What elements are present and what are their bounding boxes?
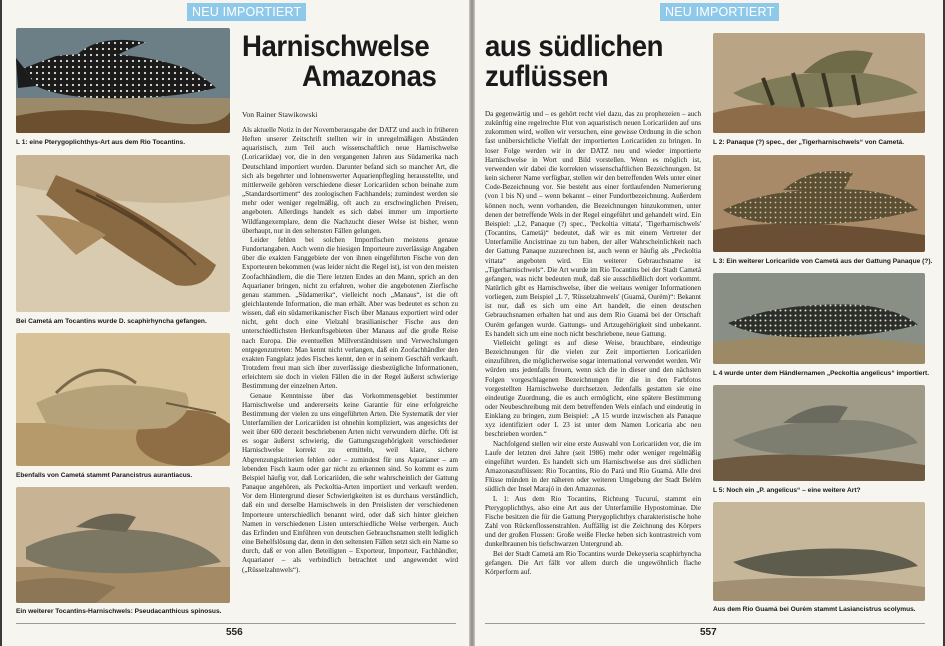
caption-l5: L 5: Noch ein „P. angelicus“ – eine weitere Art?	[713, 487, 861, 494]
caption-dekeyseria: Bei Cametá am Tocantins wurde D. scaphirhyncha gefangen.	[16, 318, 207, 325]
footer-rule-right	[485, 623, 925, 624]
caption-parancistrus: Ebenfalls von Cametá stammt Parancistrus aurantiacus.	[16, 472, 193, 479]
photo-pseudacanthicus	[16, 487, 230, 603]
paragraph: L 1: Aus dem Rio Tocantins, Richtung Tucuruí, stammt ein Pterygoplichthys, also eine Art aus der Unterfamilie Hypostominae. Die Fische besitzen die für die Gattung Pterygoplichthys charakteristische hohe Zahl von Rückenflossenstrahlen. Auffällig ist die Zeichnung des Körpers und der großen Flossen: Große weiße Flecke heben sich kontrastreich vom dunkelbraunen bis tiefschwarzen Untergrund ab.	[485, 494, 701, 549]
byline: Von Rainer Stawikowski	[242, 110, 318, 119]
photo-pterygoplichthys	[16, 28, 230, 133]
caption-l4: L 4 wurde unter dem Händlernamen „Peckoltia angelicus“ importiert.	[713, 370, 930, 377]
left-page	[2, 0, 469, 646]
page-number-right: 557	[700, 627, 717, 638]
caption-l1: L 1: eine Pterygoplichthys-Art aus dem Rio Tocantins.	[16, 139, 186, 146]
photo-parancistrus	[16, 333, 230, 466]
title-line2-left: Amazonas	[302, 60, 437, 93]
caption-l3: L 3: Ein weiterer Loricariide von Cametá aus der Gattung Panaque (?).	[713, 258, 933, 265]
caption-pseudacanthicus: Ein weiterer Tocantins-Harnischwels: Pseudacanthicus spinosus.	[16, 608, 222, 615]
photo-dekeyseria	[16, 155, 230, 312]
section-tag-left: NEU IMPORTIERT	[187, 3, 306, 21]
title-line1-left: Harnischwelse	[242, 30, 430, 63]
paragraph: Genaue Kenntnisse über das Vorkommensgebiet bestimmter Harnischwelse und andererseits keine Garantie für eine erfolgreiche Bestimmung der vielen zu uns eingeführten Arten. Die Systematik der vier Unterfamilien der Loricariiden ist ohnehin kompliziert, was angesichts der weit über 600 derzeit beschriebenen Arten nicht verwundern dürfte. Oft ist es sogar äußerst schwierig, die Gattungszugehörigkeit verschiedener Harnischwelse korrekt zu ermitteln, weil klare, sichere Abgrenzungskriterien fehlen oder – zumindest für uns Aquarianer – am lebenden Fisch kaum oder gar nicht zu erkennen sind. So kommt es zum Beispiel häufig vor, daß Loricariiden, die sehr wahrscheinlich der Gattung Panaque angehören, als Peckoltia-Arten importiert und verkauft werden. Vor dem Hintergrund dieser Schwierigkeiten ist es durchaus verständlich, daß ein und derselbe Harnischwels in den Preislisten der verschiedenen Importeure unterschiedlich benannt wird, oder daß sich hinter gleichen Namen in verschiedenen Listen unterschiedliche Welse verbergen. Auch das Erfinden und Einführen von deutschen Gebrauchsnamen stellt lediglich eine Behelfslösung dar, denn in den seltensten Fällen setzt sich ein Name so durch, daß er von allen Beteiligten – Exporteur, Importeur, Fachhändler, Aquarianer – als verbindlich betrachtet und angewendet wird („Rüsselzahnwels“).	[242, 391, 458, 574]
paragraph: Vielleicht gelingt es auf diese Weise, brauchbare, eindeutige Bezeichnungen für die vielen zur Zeit importierten Loricariiden einzuführen, die möglicherweise sogar international verwendet werden. Wir würden uns jedenfalls freuen, wenn sich die in dieser und den nächsten Folgen vorgeschlagenen Bezeichnungen für die in den Farbfotos vorgestellten Harnischwelse durchsetzen. Jedenfalls gestatten sie eine eindeutige Zuordnung, die es auch ermöglicht, eine spätere Bestimmung oder Neubeschreibung mit dem betreffenden Wels einfach und eindeutig in Einklang zu bringen, zum Beispiel: „A 15 wurde inzwischen als Panaque xyz identifiziert oder L 23 ist unter dem Namen Loricaria abc neu beschrieben worden.“	[485, 338, 701, 439]
title-line2-right: zuflüssen	[485, 60, 609, 93]
paragraph: Leider fehlen bei solchen Importfischen meistens genaue Fundortangaben. Auch wenn die hiesigen Importeure zuverlässige Angaben über die exakten Fanggebiete der von ihnen eingeführten Fische von den Exporteuren bekommen (was leider nicht die Regel ist), ist von den meisten Zoofachhändlern, die die Tiere letzten Endes an den Mann, sprich an den Aquarianer bringen, nicht zu erfahren, woher die angebotenen Zierfische genau stammen. „Südamerika“, vielleicht noch „Manaus“, ist die oft gleichlautende Information, die man erhält. Aber was bedeutet es schon zu wissen, daß ein südamerikanischer Fisch über Manaus exportiert wird oder nicht, geht doch eine Vielzahl brasilianischer Fische aus den unterschiedlichsten Herkunftsgebieten über Manaus auf die große Reise nach Europa. Die eventuellen Millverständnissen und Verwechslungen entgegenzutreten: Man kennt nicht verlangen, daß ein Zoofachhändler den exakten Fangplatz jedes Fisches kennt, den er in seinem Geschäft verkauft. Trotzdem freut man sich über zuverlässige diesbezügliche Informationen, erleichtern sie doch in vielen Fällen die in der Regel äußerst schwierige Bestimmung der einzelnen Arten.	[242, 235, 458, 391]
article-column-right	[485, 110, 701, 618]
right-page	[475, 0, 943, 646]
section-tag-right: NEU IMPORTIERT	[660, 3, 779, 21]
article-column-left	[242, 126, 458, 618]
photo-lasiancistrus	[713, 502, 925, 601]
photo-peckoltia-l4	[713, 273, 925, 364]
paragraph: Da gegenwärtig und – es gehört recht viel dazu, das zu prophezeien – auch zukünftig eine regelrechte Flut von aquaristisch neuen Loricariiden auf uns zukommen wird, wollen wir versuchen, eine gewisse Ordnung in die schon fast unübersichtliche Vielfalt der importierten Loricariiden zu bringen. In loser Folge werden wir in der DATZ neu und wieder importierte Harnischwelse in Wort und Bild vorstellen. Wenn es möglich ist, verwenden wir dabei die korrekten wissenschaftlichen Bezeichnungen. Ist kein sicherer Name verfügbar, stellen wir den betreffenden Wels unter einer Code-Bezeichnung vor. Sie besteht aus einer fortlaufenden Numerierung (von 1 bis N) und – wenn bekannt – einer Fundortbezeichnung. Außerdem können noch, wenn vorhanden, die Bezeichnungen hinzukommen, unter denen der betreffende Wels in der Regel eingeführt und gehandelt wird. Ein Beispiel: „L2, Panaque (?) spec., 'Peckoltia vittata', 'Tigerharnischwels' (Tocantins, Cametá)“ bedeutet, daß wir es mit einem Vertreter der Unterfamilie Ancistrinae zu tun haben, der aller Wahrscheinlichkeit nach der Gattung Panaque zuzurechnen ist, auch wenn er häufig als „Peckoltia vittata“ angeboten wird. Ein weiterer Gebrauchsname ist „Tigerharnischwels“. Die Art wurde im Rio Tocantins bei der Stadt Cametá gefangen, was nicht bedeuten muß, daß sie ausschließlich dort vorkommt. Natürlich gibt es Harnischwelse, über die weitaus weniger Informationen vorliegen, zum Beispiel „L 7, 'Rüsselzahnwels' (Guamá, Ourém)“: Bekannt ist nur, daß es sich um eine Art handelt, die einen deutschen Gebrauchsnamen erhalten hat und aus dem Rio Guamá bei der Ortschaft Ourém gefangen wurde. Gattungs- und Artzugehörigkeit sind unbekannt. Es handelt sich um eine noch nicht beschriebene, neue Gattung.	[485, 110, 701, 338]
footer-rule-left	[16, 623, 456, 624]
title-line1-right: aus südlichen	[485, 30, 664, 63]
page-number-left: 556	[226, 627, 243, 638]
paragraph: Als aktuelle Notiz in der Novemberausgabe der DATZ und auch in früheren Heften unserer Zeitschrift stellten wir in unregelmäßigen Abständen aquaristisch, zum Teil auch wissenschaftlich neue Harnischwelse (Loricariidae) vor, die in den vergangenen Jahren aus Südamerika nach Deutschland importiert wurden. Darunter befand sich so mancher Art, die sich als begehrter und lohnenswerter Aquarienpflegling herausstellte, und mittlerweile gehören verschiedene dieser Loricariiden schon beinahe zum „Standardsortiment“ des zoologischen Fachhandels; zumindest werden sie mehr oder weniger regelmäßig, oft auch zu erschwinglichen Preisen, angeboten. Allerdings handelt es sich dabei immer um importierte Wildfangexemplare, denn die Nachzucht dieser Welse ist bisher, wenn überhaupt, nur in den seltensten Fällen gelungen.	[242, 126, 458, 235]
paragraph: Nachfolgend stellen wir eine erste Auswahl von Loricariiden vor, die im Laufe der letzten drei Jahre (seit 1986) mehr oder weniger regelmäßig eingeführt wurden. Es handelt sich um Harnischwelse aus drei südlichen Amazonaszuflüssen: Rio Tocantins, Rio do Pará und Rio Guamá. Alle drei Flüsse münden in der näheren oder weiteren Umgebung der Stadt Belém südlich der Insel Marajó in den Amazonas.	[485, 439, 701, 494]
caption-l2: L 2: Panaque (?) spec., der „Tigerharnischwels“ von Cametá.	[713, 139, 905, 146]
paragraph: Bei der Stadt Cametá am Rio Tocantins wurde Dekeyseria scaphirhyncha gefangen. Die Art fällt vor allem durch die ungewöhnlich flache Körperform auf.	[485, 549, 701, 576]
photo-panaque-l3	[713, 155, 925, 252]
photo-peckoltia-l5	[713, 385, 925, 481]
caption-lasiancistrus: Aus dem Rio Guamá bei Ourém stammt Lasiancistrus scolymus.	[713, 606, 916, 613]
photo-panaque-tiger	[713, 33, 925, 133]
